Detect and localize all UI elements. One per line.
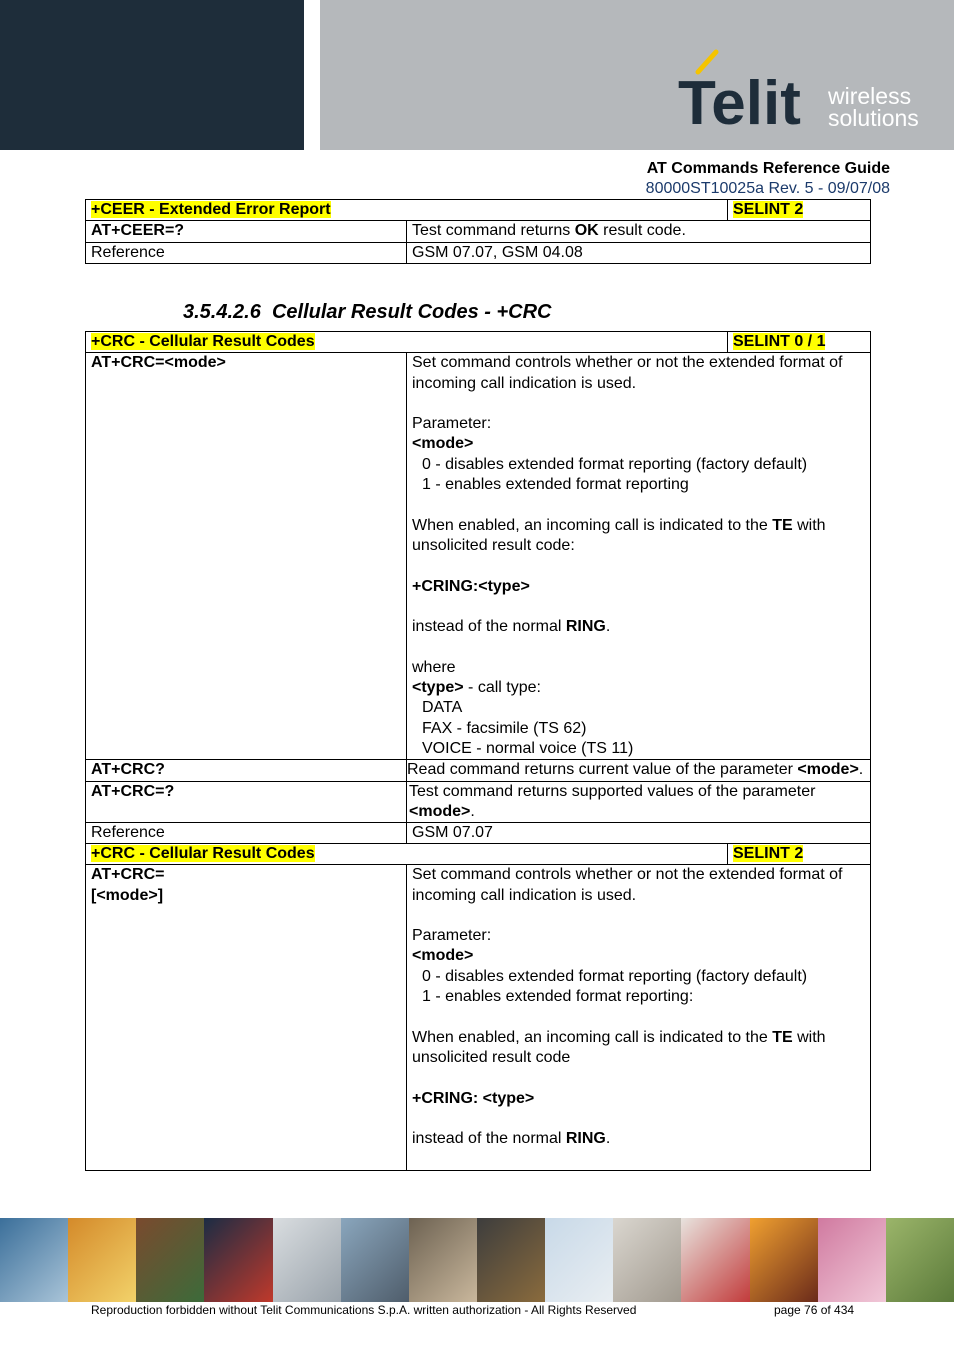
description-cell: Set command controls whether or not the extended format of incoming call indication is used. Parameter: <mode> 0 - disables extended format reporting (factory default) 1 - enables extended format reporting When enabled, an incoming call is indicated to the TE with unsolicited result code: +CRING:<type> instead of the normal RING. where <type> - call type: DATA FAX - facsimile (TS 62) VOICE - normal voice (TS 11) — [407, 353, 871, 760]
table-title: +CRC - Cellular Result Codes — [91, 333, 315, 350]
footer-photo-strip — [0, 1218, 954, 1302]
table-row — [86, 242, 871, 263]
table-row — [86, 221, 871, 242]
section-number: 3.5.4.2.6 — [183, 301, 261, 323]
document-title: AT Commands Reference Guide — [646, 160, 890, 177]
description-cell: Read command returns current value of the parameter <mode>. — [407, 760, 871, 781]
header-dark-panel — [0, 0, 304, 150]
crc-table-selint2 — [85, 843, 871, 1171]
page-number: page 76 of 434 — [774, 1303, 855, 1317]
document-title-block — [646, 159, 890, 199]
logo-tag-solutions: solutions — [828, 105, 919, 131]
command-cell: AT+CRC? — [86, 760, 407, 781]
reference-label: Reference — [86, 242, 407, 263]
description-cell: Test command returns supported values of the parameter <mode>. — [407, 781, 871, 823]
selint-badge: SELINT 0 / 1 — [733, 333, 826, 350]
footer-photo — [273, 1218, 341, 1302]
footer-copyright: Reproduction forbidden without Telit Communications S.p.A. written authorization - All Rights Reserved — [91, 1303, 637, 1317]
table-row — [86, 353, 871, 760]
telit-logo — [676, 48, 936, 138]
command-cell: AT+CRC=? — [86, 781, 407, 823]
command-cell: AT+CRC=<mode> — [86, 353, 407, 760]
table-title: +CRC - Cellular Result Codes — [91, 845, 315, 862]
footer-photo — [818, 1218, 886, 1302]
table-header-row — [86, 200, 871, 221]
footer-photo — [136, 1218, 204, 1302]
table-header-row — [86, 332, 871, 353]
footer-photo — [477, 1218, 545, 1302]
document-revision: 80000ST10025a Rev. 5 - 09/07/08 — [645, 180, 890, 197]
selint-badge: SELINT 2 — [733, 201, 804, 218]
footer-photo — [681, 1218, 749, 1302]
selint-cell — [728, 332, 871, 353]
description-cell: Set command controls whether or not the extended format of incoming call indication is used. Parameter: <mode> 0 - disables extended format reporting (factory default) 1 - enables extended format reporting: When enabled, an incoming call is indicated to the TE with unsolicited result code +CRING: <type> instead of the normal RING. — [407, 865, 871, 1171]
logo-brand: Telit — [678, 69, 801, 138]
reference-value: GSM 07.07, GSM 04.08 — [407, 242, 871, 263]
reference-label: Reference — [86, 823, 407, 844]
footer-photo — [341, 1218, 409, 1302]
footer-photo — [409, 1218, 477, 1302]
command-cell: AT+CRC= [<mode>] — [86, 865, 407, 1171]
table-title-cell — [86, 332, 728, 353]
footer-photo — [204, 1218, 272, 1302]
footer-photo — [613, 1218, 681, 1302]
footer-photo — [0, 1218, 68, 1302]
selint-badge: SELINT 2 — [733, 845, 804, 862]
table-title: +CEER - Extended Error Report — [91, 201, 331, 218]
section-title: Cellular Result Codes - +CRC — [271, 301, 552, 323]
table-row — [86, 823, 871, 844]
table-header-row — [86, 844, 871, 865]
description-cell: Test command returns OK result code. — [407, 221, 871, 242]
footer-photo — [68, 1218, 136, 1302]
reference-value: GSM 07.07 — [407, 823, 871, 844]
table-row — [86, 865, 871, 1171]
table-title-cell — [86, 844, 728, 865]
table-row — [86, 760, 871, 781]
ceer-table — [85, 199, 871, 264]
section-heading — [183, 301, 551, 324]
selint-cell — [728, 844, 871, 865]
selint-cell — [728, 200, 871, 221]
logo-tag-wireless: wireless — [828, 83, 912, 109]
footer-photo — [750, 1218, 818, 1302]
crc-table-selint01 — [85, 331, 871, 844]
footer-photo — [886, 1218, 954, 1302]
command-cell: AT+CEER=? — [86, 221, 407, 242]
table-row — [86, 781, 871, 823]
table-title-cell — [86, 200, 728, 221]
footer-photo — [545, 1218, 613, 1302]
